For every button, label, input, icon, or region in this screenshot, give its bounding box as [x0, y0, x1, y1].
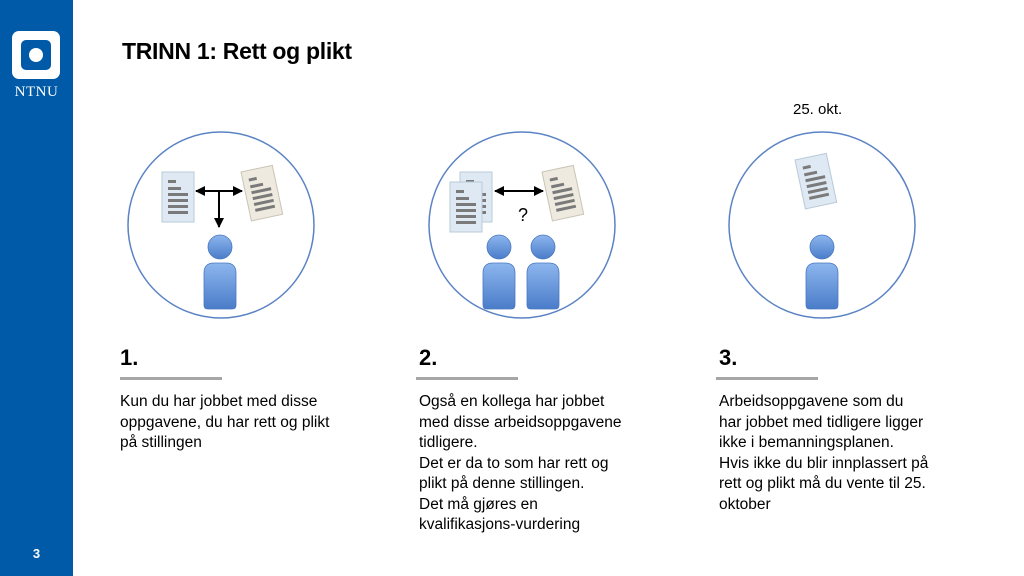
person-icon [204, 235, 236, 309]
person-icon [483, 235, 515, 309]
ntnu-logo-icon [12, 31, 60, 79]
step-3-text: Arbeidsoppgavene som du har jobbet med tidligere ligger ikke i bemanningsplanen. Hvis ikke du blir innplassert på rett og plikt må du vente til 25. oktober [719, 393, 929, 513]
step-3-number: 3. [719, 345, 738, 370]
illustration-step-2 [427, 130, 617, 320]
person-icon [806, 235, 838, 309]
step-1-number: 1. [120, 345, 139, 370]
step-3-divider [716, 377, 818, 380]
step-2-number: 2. [419, 345, 438, 370]
step-1-divider [120, 377, 222, 380]
step-2-text: Også en kollega har jobbet med disse arbeidsoppgavene tidligere. Det er da to som har rett og plikt på denne stillingen. Det må gjøres en kvalifikasjons-vurdering [419, 393, 622, 533]
logo-text: NTNU [14, 84, 59, 100]
page-number: 3 [32, 546, 41, 561]
page-title: TRINN 1: Rett og plikt [122, 38, 352, 64]
document-icon [450, 182, 482, 232]
document-icon [162, 172, 194, 222]
sidebar [0, 0, 73, 576]
question-mark: ? [517, 205, 529, 225]
step-1-text: Kun du har jobbet med disse oppgavene, du har rett og plikt på stillingen [120, 393, 330, 451]
person-icon [527, 235, 559, 309]
date-label: 25. okt. [793, 101, 843, 118]
illustration-step-1 [126, 130, 316, 320]
step-2-divider [416, 377, 518, 380]
illustration-step-3 [727, 130, 917, 320]
